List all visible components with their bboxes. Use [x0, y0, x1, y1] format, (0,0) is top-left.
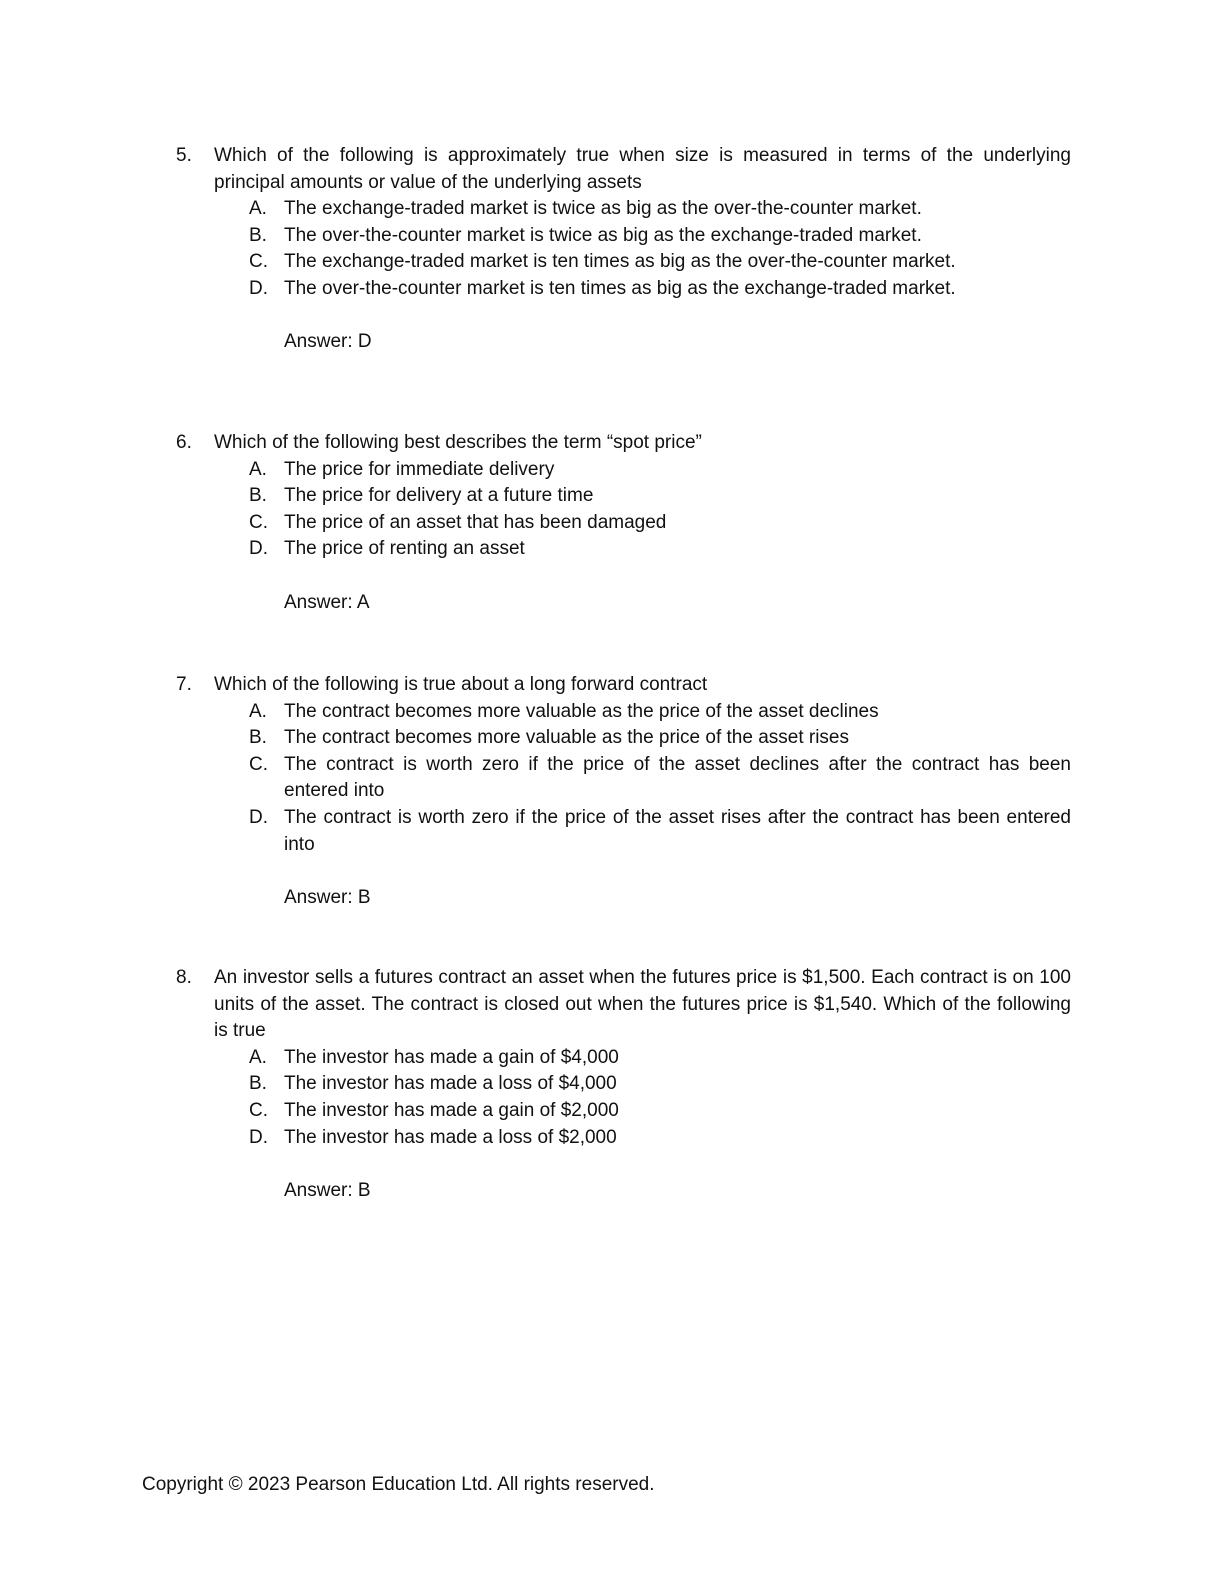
option-list: [176, 457, 1071, 563]
option-d: [176, 536, 1071, 563]
question-stem: [176, 430, 1071, 457]
option-b: [176, 725, 1071, 752]
answer-line: Answer: B: [284, 1179, 371, 1201]
option-letter: A.: [249, 458, 267, 480]
question-stem: [176, 965, 1071, 1045]
option-text: The investor has made a loss of $4,000: [284, 1073, 617, 1095]
option-a: [176, 1045, 1071, 1072]
question-text: Which of the following best describes the term “spot price”: [214, 432, 702, 453]
question-7: [176, 672, 1071, 911]
option-list: [176, 699, 1071, 859]
option-text: The contract is worth zero if the price of the asset rises after the contract has been entered into: [284, 806, 1071, 855]
option-text: The over-the-counter market is ten times as big as the exchange-traded market.: [284, 277, 956, 299]
option-letter: C.: [249, 511, 268, 533]
question-number: 8.: [176, 967, 192, 988]
option-list: [176, 1045, 1071, 1151]
option-letter: B.: [249, 485, 267, 507]
question-number: 5.: [176, 145, 192, 166]
option-letter: A.: [249, 198, 267, 220]
option-text: The price of an asset that has been damaged: [284, 511, 667, 533]
option-letter: B.: [249, 727, 267, 749]
question-text: Which of the following is true about a long forward contract: [214, 674, 708, 695]
option-letter: B.: [249, 224, 267, 246]
question-8: [176, 965, 1071, 1204]
option-c: [176, 752, 1071, 805]
option-a: [176, 699, 1071, 726]
option-text: The contract becomes more valuable as the price of the asset declines: [284, 700, 879, 722]
question-stem: [176, 672, 1071, 699]
question-number: 7.: [176, 674, 192, 695]
option-letter: D.: [249, 806, 268, 828]
option-a: [176, 196, 1071, 223]
option-text: The contract becomes more valuable as the price of the asset rises: [284, 727, 849, 749]
option-text: The investor has made a gain of $4,000: [284, 1046, 619, 1068]
question-stem: [176, 143, 1071, 196]
option-text: The price for delivery at a future time: [284, 485, 594, 507]
option-text: The contract is worth zero if the price of the asset declines after the contract has been entered into: [284, 753, 1071, 802]
option-c: [176, 1098, 1071, 1125]
option-letter: D.: [249, 538, 268, 560]
option-c: [176, 510, 1071, 537]
option-b: [176, 483, 1071, 510]
question-text: An investor sells a futures contract an asset when the futures price is $1,500. Each contract is on 100 units of the asset. The contract is closed out when the futures price is $1,540. Which of the following is true: [214, 967, 1071, 1042]
question-text: Which of the following is approximately true when size is measured in terms of the underlying principal amounts or value of the underlying assets: [214, 145, 1071, 193]
question-6: [176, 430, 1071, 616]
option-letter: B.: [249, 1073, 267, 1095]
option-letter: D.: [249, 277, 268, 299]
option-text: The price for immediate delivery: [284, 458, 555, 480]
option-list: [176, 196, 1071, 302]
answer-line: Answer: D: [284, 331, 372, 353]
option-d: [176, 1125, 1071, 1152]
option-b: [176, 223, 1071, 250]
option-letter: A.: [249, 700, 267, 722]
option-d: [176, 276, 1071, 303]
option-text: The investor has made a loss of $2,000: [284, 1126, 617, 1148]
option-letter: C.: [249, 753, 268, 775]
question-5: [176, 143, 1071, 356]
option-a: [176, 457, 1071, 484]
option-d: [176, 805, 1071, 858]
option-b: [176, 1071, 1071, 1098]
option-letter: C.: [249, 1099, 268, 1121]
question-number: 6.: [176, 432, 192, 453]
copyright-footer: Copyright © 2023 Pearson Education Ltd. All rights reserved.: [142, 1474, 655, 1495]
option-text: The exchange-traded market is twice as big as the over-the-counter market.: [284, 198, 922, 220]
option-letter: C.: [249, 251, 268, 273]
answer-line: Answer: B: [284, 886, 371, 908]
option-text: The over-the-counter market is twice as big as the exchange-traded market.: [284, 224, 922, 246]
answer-line: Answer: A: [284, 591, 370, 613]
option-letter: D.: [249, 1126, 268, 1148]
option-letter: A.: [249, 1046, 267, 1068]
option-text: The investor has made a gain of $2,000: [284, 1099, 619, 1121]
option-text: The exchange-traded market is ten times as big as the over-the-counter market.: [284, 251, 956, 273]
option-text: The price of renting an asset: [284, 538, 525, 560]
option-c: [176, 249, 1071, 276]
